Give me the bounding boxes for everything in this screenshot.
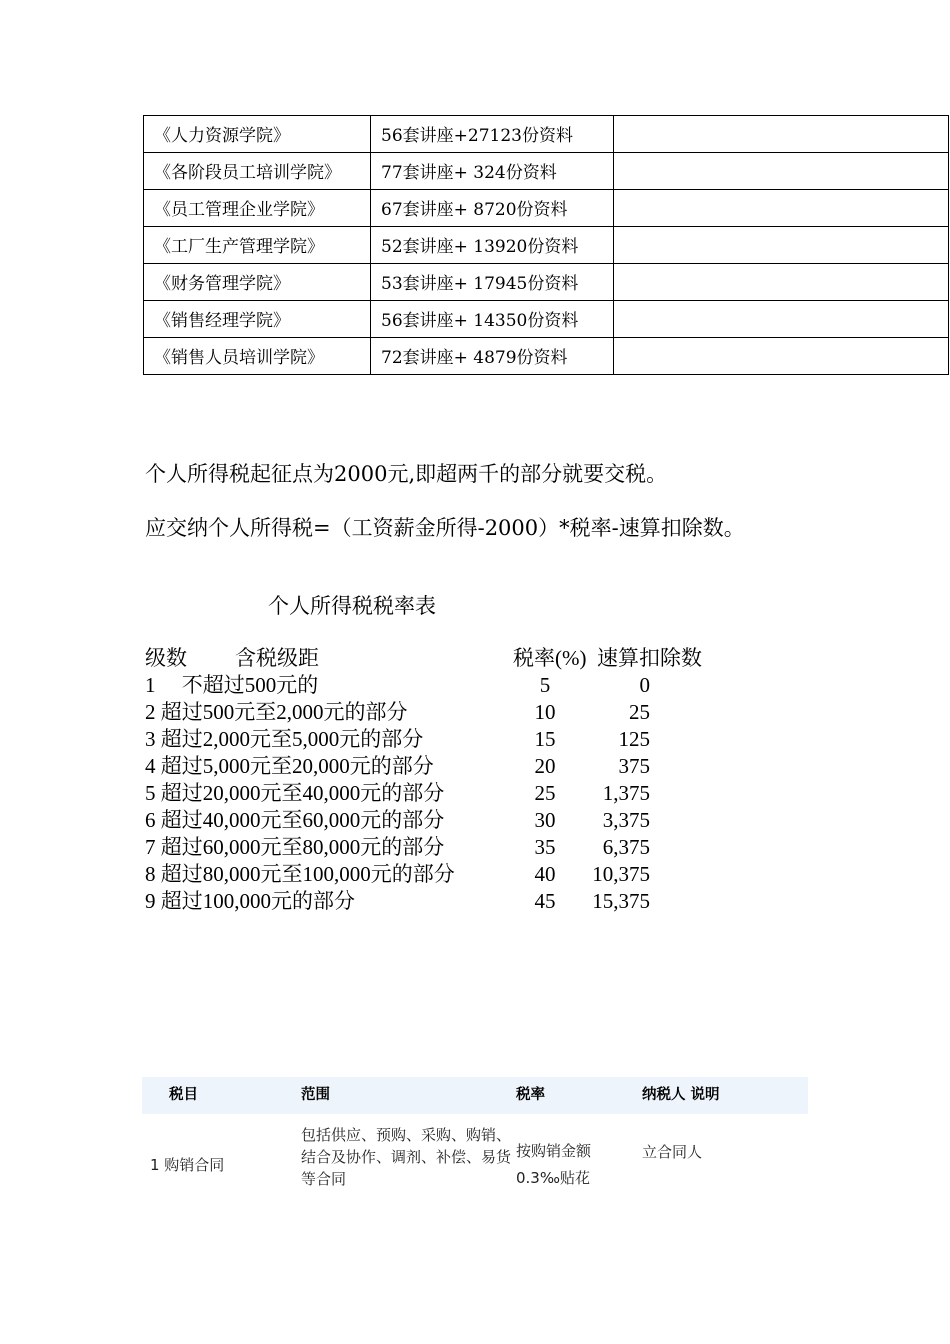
header-rate: 税率(%) (513, 646, 587, 670)
table-row (145, 807, 745, 834)
course-note-cell (614, 264, 949, 301)
course-table (143, 115, 949, 375)
course-content-cell: 77套讲座+ 324份资料 (371, 153, 614, 190)
course-note-cell (614, 190, 949, 227)
stamp-table-header (142, 1077, 808, 1114)
course-name-cell: 《人力资源学院》 (144, 116, 371, 153)
course-note-cell (614, 153, 949, 190)
table-row (144, 301, 949, 338)
header-tax-rate: 税率 (516, 1087, 545, 1103)
quick-deduction: 25 (629, 700, 650, 724)
table-row (145, 726, 745, 753)
course-note-cell (614, 116, 949, 153)
header-level: 级数 (145, 646, 187, 670)
taxpayer: 立合同人 (642, 1143, 703, 1161)
quick-deduction: 3,375 (602, 808, 650, 832)
quick-deduction: 375 (618, 754, 650, 778)
table-row (144, 227, 949, 264)
course-content-cell: 72套讲座+ 4879份资料 (371, 338, 614, 375)
tax-rate: 10 (534, 700, 556, 724)
tax-rate: 按购销金额0.3‰贴花 (516, 1142, 592, 1187)
threshold-paragraph: 个人所得税起征点为2000元,即超两千的部分就要交税。 (145, 462, 668, 486)
quick-deduction: 0 (639, 673, 650, 697)
course-name-cell: 《各阶段员工培训学院》 (144, 153, 371, 190)
rate-table (145, 645, 745, 915)
tax-rate: 30 (534, 808, 556, 832)
course-content-cell: 53套讲座+ 17945份资料 (371, 264, 614, 301)
tax-rate: 15 (534, 727, 556, 751)
table-row (142, 1114, 808, 1214)
bracket-range: 5 超过20,000元至40,000元的部分 (145, 781, 445, 805)
tax-rate: 40 (534, 862, 556, 886)
course-name-cell: 《财务管理学院》 (144, 264, 371, 301)
bracket-range: 7 超过60,000元至80,000元的部分 (145, 835, 445, 859)
header-taxpayer: 纳税人 说明 (642, 1087, 720, 1103)
table-row (145, 699, 745, 726)
course-content-cell: 56套讲座+27123份资料 (371, 116, 614, 153)
bracket-range: 4 超过5,000元至20,000元的部分 (145, 754, 434, 778)
table-row (145, 888, 745, 915)
table-row (145, 861, 745, 888)
bracket-range: 6 超过40,000元至60,000元的部分 (145, 808, 445, 832)
bracket-range: 8 超过80,000元至100,000元的部分 (145, 862, 455, 886)
course-name-cell: 《员工管理企业学院》 (144, 190, 371, 227)
tax-rate: 45 (534, 889, 556, 913)
table-row (144, 338, 949, 375)
header-range: 含税级距 (235, 646, 319, 670)
quick-deduction: 10,375 (592, 862, 650, 886)
course-note-cell (614, 301, 949, 338)
stamp-tax-table (142, 1077, 808, 1214)
table-row (144, 116, 949, 153)
course-name-cell: 《销售人员培训学院》 (144, 338, 371, 375)
bracket-range: 3 超过2,000元至5,000元的部分 (145, 727, 424, 751)
bracket-range: 9 超过100,000元的部分 (145, 889, 355, 913)
bracket-range: 1 不超过500元的 (145, 673, 319, 697)
quick-deduction: 6,375 (602, 835, 650, 859)
course-content-cell: 56套讲座+ 14350份资料 (371, 301, 614, 338)
tax-item: 1 购销合同 (150, 1156, 225, 1174)
table-row (145, 834, 745, 861)
table-row (145, 753, 745, 780)
quick-deduction: 1,375 (602, 781, 650, 805)
table-row (144, 153, 949, 190)
tax-rate: 5 (539, 673, 551, 697)
rate-table-header (145, 645, 745, 672)
course-content-cell: 52套讲座+ 13920份资料 (371, 227, 614, 264)
course-name-cell: 《销售经理学院》 (144, 301, 371, 338)
quick-deduction: 15,375 (592, 889, 650, 913)
formula-paragraph: 应交纳个人所得税=（工资薪金所得-2000）*税率-速算扣除数。 (145, 516, 745, 540)
tax-rate: 25 (534, 781, 556, 805)
course-note-cell (614, 338, 949, 375)
bracket-range: 2 超过500元至2,000元的部分 (145, 700, 408, 724)
table-row (145, 780, 745, 807)
header-tax-item: 税目 (169, 1087, 198, 1103)
course-content-cell: 67套讲座+ 8720份资料 (371, 190, 614, 227)
quick-deduction: 125 (618, 727, 650, 751)
table-row (144, 264, 949, 301)
tax-rate: 20 (534, 754, 556, 778)
table-row (145, 672, 745, 699)
tax-scope: 包括供应、预购、采购、购销、结合及协作、调剂、补偿、易货等合同 (301, 1126, 512, 1188)
course-note-cell (614, 227, 949, 264)
tax-rate: 35 (534, 835, 556, 859)
course-name-cell: 《工厂生产管理学院》 (144, 227, 371, 264)
header-quick-deduction: 速算扣除数 (597, 646, 702, 670)
rate-table-title: 个人所得税税率表 (268, 594, 436, 618)
table-row (144, 190, 949, 227)
header-scope: 范围 (301, 1087, 330, 1103)
